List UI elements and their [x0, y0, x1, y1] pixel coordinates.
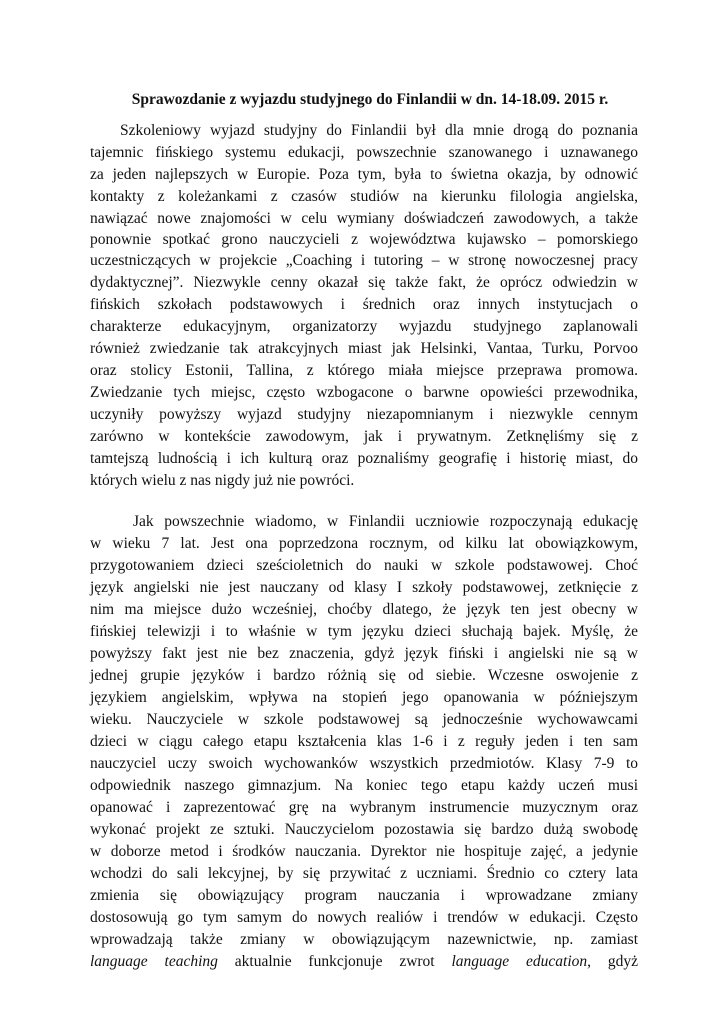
text-line: zarówno w kontekście zawodowym, jak i prywatnym. Zetknęliśmy się z	[90, 428, 638, 445]
text-line: dydaktycznej”. Niezwykle cenny okazał się także fakt, że oprócz odwiedzin w	[90, 274, 638, 291]
text-line: nawiązać nowe znajomości w celu wymiany doświadczeń zawodowych, a także	[90, 210, 638, 227]
text-line: fińskich szkołach podstawowych i średnich oraz innych instytucjach o	[90, 296, 638, 313]
text-line: kontakty z koleżankami z czasów studiów na kierunku filologia angielska,	[90, 188, 638, 205]
text-line: tamtejszą ludnością i ich kulturą oraz poznaliśmy geografię i historię miast, do	[90, 450, 638, 467]
text-line: językiem angielskim, wpływa na stopień jego opanowania w późniejszym	[90, 689, 638, 706]
text-line: nim ma miejsce dużo wcześniej, choćby dlatego, że język ten jest obecny w	[90, 601, 638, 618]
text-line: wieku. Nauczyciele w szkole podstawowej są jednocześnie wychowawcami	[90, 711, 638, 728]
text-line: dzieci w ciągu całego etapu kształcenia klas 1-6 i z reguły jeden i ten sam	[90, 733, 638, 750]
text-line: Jak powszechnie wiadomo, w Finlandii uczniowie rozpoczynają edukację	[133, 513, 638, 530]
text-line: wprowadzają także zmiany w obowiązującym nazewnictwie, np. zamiast	[90, 931, 638, 948]
text-line: fińskiej telewizji i to właśnie w tym języku dzieci słuchają bajek. Myślę, że	[90, 623, 638, 640]
text-line: uczyniły powyższy wyjazd studyjny niezapomnianym i niezwykle cennym	[90, 406, 638, 423]
italic-term: language teaching	[90, 953, 218, 970]
document-title: Sprawozdanie z wyjazdu studyjnego do Finlandii w dn. 14-18.09. 2015 r.	[131, 91, 609, 108]
text-line: jednej grupie języków i bardzo różnią się od siebie. Wczesne oswojenie z	[90, 667, 638, 684]
italic-term: language education	[451, 953, 588, 970]
text-line: odpowiednik naszego gimnazjum. Na koniec tego etapu każdy uczeń musi	[90, 777, 638, 794]
text-line: przygotowaniem dzieci sześcioletnich do nauki w szkole podstawowej. Choć	[90, 557, 638, 574]
text-line: których wielu z nas nigdy już nie powróci.	[90, 472, 355, 489]
text-line: w doborze metod i środków nauczania. Dyrektor nie hospituje zajęć, a jedynie	[90, 843, 638, 860]
text-line: uczestniczących w projekcie „Coaching i tutoring – w stronę nowoczesnej pracy	[90, 252, 638, 269]
text-line: tajemnic fińskiego systemu edukacji, powszechnie szanowanego i uznawanego	[90, 144, 638, 161]
text-line-with-italics	[90, 952, 638, 972]
text-line: za jeden najlepszych w Europie. Poza tym, była to świetna okazja, by odnowić	[90, 166, 638, 183]
text-line: powyższy fakt jest nie bez znaczenia, gdyż język fiński i angielski nie są w	[90, 645, 638, 662]
text-line: w wieku 7 lat. Jest ona poprzedzona rocznym, od kilku lat obowiązkowym,	[90, 535, 638, 552]
text-line: nauczyciel uczy swoich wychowanków wszystkich przedmiotów. Klasy 7-9 to	[90, 755, 638, 772]
text-line: opanować i zaprezentować grę na wybranym instrumencie muzycznym oraz	[90, 799, 638, 816]
text-line: Szkoleniowy wyjazd studyjny do Finlandii był dla mnie drogą do poznania	[120, 122, 638, 139]
text-span: aktualnie funkcjonuje zwrot	[217, 953, 452, 970]
text-line: język angielski nie jest nauczany od klasy I szkoły podstawowej, zetknięcie z	[90, 579, 638, 596]
text-line: zmienia się obowiązujący program nauczania i wprowadzane zmiany	[90, 887, 638, 904]
text-line: również zwiedzanie tak atrakcyjnych miast jak Helsinki, Vantaa, Turku, Porvoo	[90, 340, 638, 357]
text-line: charakterze edukacyjnym, organizatorzy wyjazdu studyjnego zaplanowali	[90, 318, 638, 335]
text-line: wchodzi do sali lekcyjnej, by się przywitać z uczniami. Średnio co cztery lata	[90, 865, 638, 882]
text-line: oraz stolicy Estonii, Tallina, z którego miała miejsce przeprawa promowa.	[90, 362, 638, 379]
text-line: wykonać projekt ze sztuki. Nauczycielom pozostawia się bardzo dużą swobodę	[90, 821, 638, 838]
text-line: Zwiedzanie tych miejsc, często wzbogacone o barwne opowieści przewodnika,	[90, 384, 638, 401]
text-span: , gdyż	[587, 953, 638, 970]
text-line: ponownie spotkać grono nauczycieli z województwa kujawsko – pomorskiego	[90, 231, 638, 248]
text-line: dostosowują go tym samym do nowych realiów i trendów w edukacji. Często	[90, 909, 638, 926]
